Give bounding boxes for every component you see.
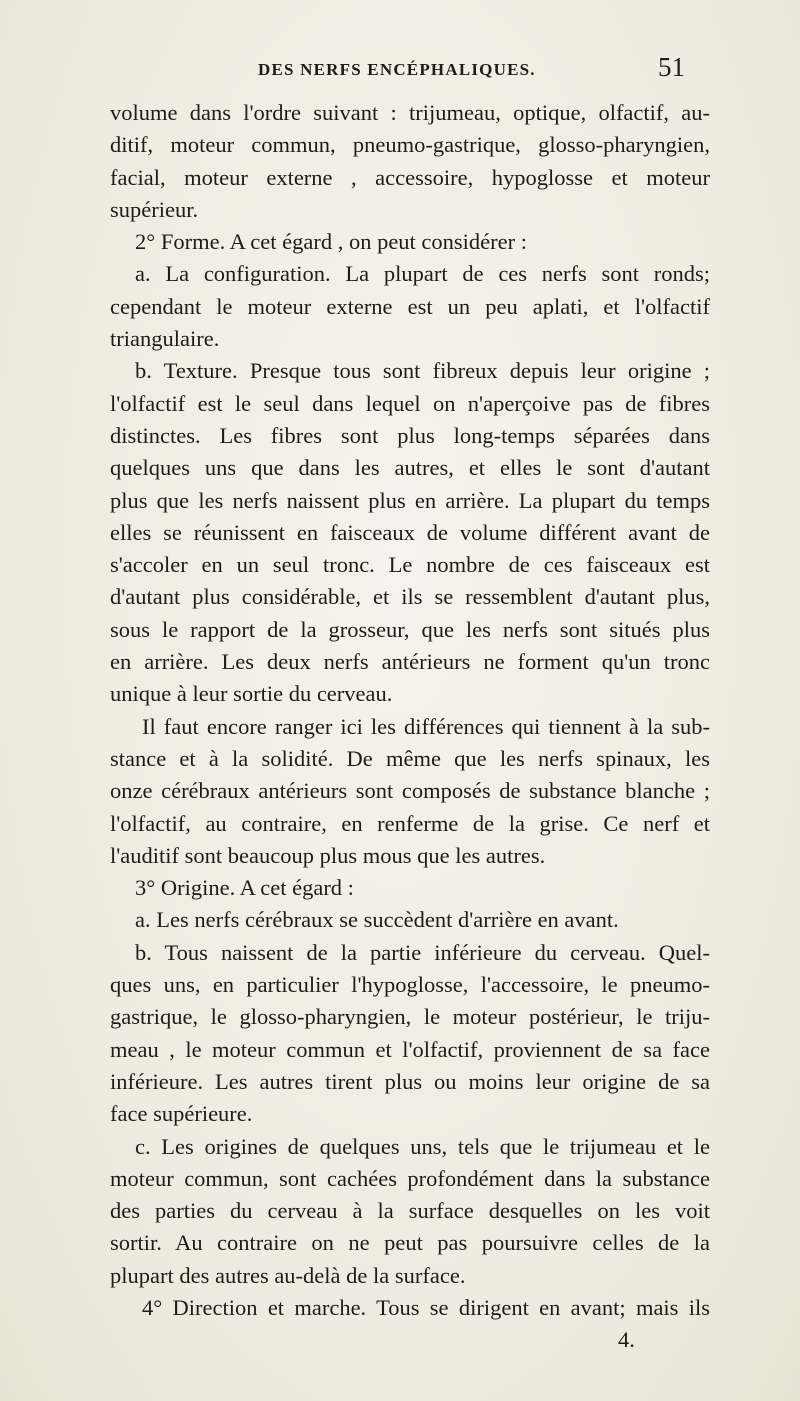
text-line: stance et à la solidité. De même que les nerfs spinaux, les bbox=[110, 745, 710, 771]
text-line: distinctes. Les fibres sont plus long-temps séparées dans bbox=[110, 422, 710, 448]
text-line: supérieur. bbox=[110, 196, 199, 222]
text-line: des parties du cerveau à la surface desquelles on les voit bbox=[110, 1198, 710, 1224]
text-line: en arrière. Les deux nerfs antérieurs ne forment qu'un tronc bbox=[110, 649, 710, 675]
text-line: facial, moteur externe , accessoire, hypoglosse et moteur bbox=[110, 164, 710, 190]
text-line: meau , le moteur commun et l'olfactif, proviennent de sa face bbox=[110, 1036, 710, 1062]
text-line: l'olfactif, au contraire, en renferme de la grise. Ce nerf et bbox=[110, 810, 710, 836]
text-line: b. Tous naissent de la partie inférieure du cerveau. Quel- bbox=[135, 939, 710, 965]
text-line: sortir. Au contraire on ne peut pas poursuivre celles de la bbox=[110, 1230, 710, 1256]
text-line: c. Les origines de quelques uns, tels que le trijumeau et le bbox=[135, 1133, 710, 1159]
text-line: 4° Direction et marche. Tous se dirigent en avant; mais ils bbox=[142, 1294, 710, 1320]
text-line: triangulaire. bbox=[110, 326, 220, 352]
text-line: ditif, moteur commun, pneumo-gastrique, glosso-pharyngien, bbox=[110, 132, 710, 158]
text-line: a. Les nerfs cérébraux se succèdent d'arrière en avant. bbox=[135, 907, 619, 933]
text-line: cependant le moteur externe est un peu aplati, et l'olfactif bbox=[110, 293, 710, 319]
text-line: b. Texture. Presque tous sont fibreux depuis leur origine ; bbox=[135, 358, 710, 384]
text-line: elles se réunissent en faisceaux de volume différent avant de bbox=[110, 519, 710, 545]
text-line: l'olfactif est le seul dans lequel on n'aperçoive pas de fibres bbox=[110, 390, 710, 416]
text-line: 2° Forme. A cet égard , on peut considérer : bbox=[135, 229, 528, 255]
text-line: Il faut encore ranger ici les différences qui tiennent à la sub- bbox=[142, 713, 710, 739]
text-line: 3° Origine. A cet égard : bbox=[135, 875, 354, 901]
text-line: sous le rapport de la grosseur, que les nerfs sont situés plus bbox=[110, 616, 710, 642]
signature-mark: 4. bbox=[618, 1327, 635, 1353]
text-line: face supérieure. bbox=[110, 1101, 253, 1127]
text-line: a. La configuration. La plupart de ces nerfs sont ronds; bbox=[135, 261, 710, 287]
text-line: unique à leur sortie du cerveau. bbox=[110, 681, 393, 707]
text-line: moteur commun, sont cachées profondément dans la substance bbox=[110, 1165, 710, 1191]
text-line: s'accoler en un seul tronc. Le nombre de ces faisceaux est bbox=[110, 552, 710, 578]
text-line: plus que les nerfs naissent plus en arrière. La plupart du temps bbox=[110, 487, 710, 513]
text-line: quelques uns que dans les autres, et elles le sont d'autant bbox=[110, 455, 710, 481]
body-text bbox=[110, 97, 710, 1357]
text-line: gastrique, le glosso-pharyngien, le moteur postérieur, le triju- bbox=[110, 1004, 710, 1030]
text-line: onze cérébraux antérieurs sont composés de substance blanche ; bbox=[110, 778, 710, 804]
text-line: volume dans l'ordre suivant : trijumeau, optique, olfactif, au- bbox=[110, 100, 710, 125]
text-line: d'autant plus considérable, et ils se ressemblent d'autant plus, bbox=[110, 584, 710, 610]
page-header bbox=[0, 52, 800, 92]
page-number: 51 bbox=[658, 52, 685, 82]
running-head: DES NERFS ENCÉPHALIQUES. bbox=[258, 60, 536, 79]
text-line: ques uns, en particulier l'hypoglosse, l'accessoire, le pneumo- bbox=[110, 972, 710, 998]
text-line: l'auditif sont beaucoup plus mous que les autres. bbox=[110, 842, 546, 868]
text-line: inférieure. Les autres tirent plus ou moins leur origine de sa bbox=[110, 1068, 710, 1094]
text-line: plupart des autres au-delà de la surface. bbox=[110, 1262, 466, 1288]
